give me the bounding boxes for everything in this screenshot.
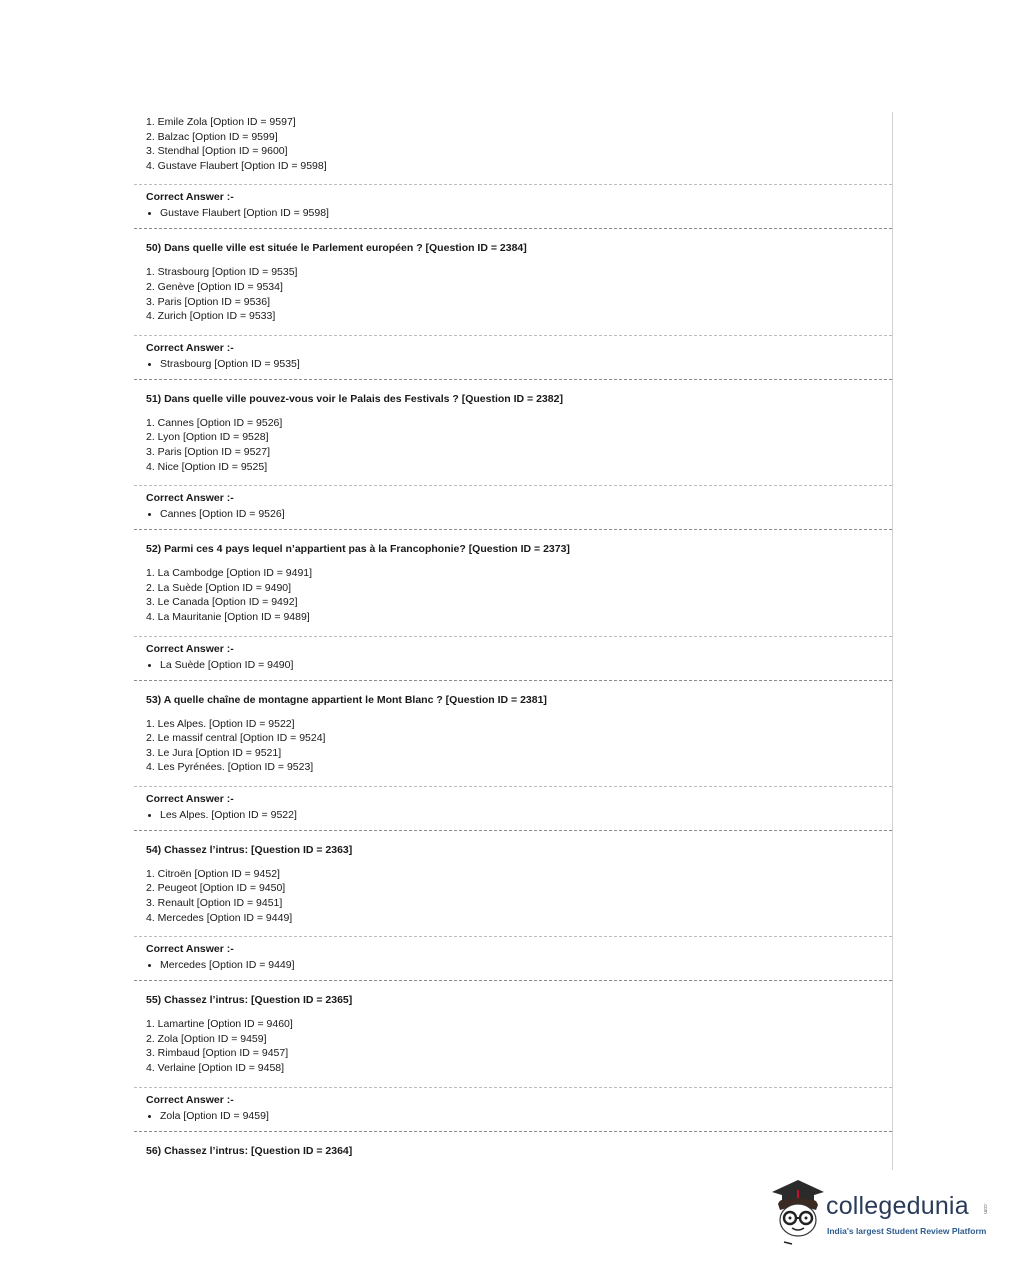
options-list [134, 112, 892, 184]
question-title: 53) A quelle chaîne de montagne appartient le Mont Blanc ? [Question ID = 2381] [146, 693, 547, 706]
correct-answer-label: Correct Answer :- [146, 492, 234, 505]
options-list [134, 1017, 892, 1086]
correct-answer-label: Correct Answer :- [146, 943, 234, 956]
question-block [134, 680, 892, 830]
correct-answer-block [134, 335, 892, 379]
option-item: 4. Zurich [Option ID = 9533] [146, 310, 276, 323]
correct-answer-value: Les Alpes. [Option ID = 9522] [146, 808, 880, 823]
option-item: 1. La Cambodge [Option ID = 9491] [146, 567, 313, 580]
options-list [134, 867, 892, 936]
brand-tld: .com [982, 1203, 988, 1214]
correct-answer-label: Correct Answer :- [146, 341, 234, 354]
option-item: 3. Paris [Option ID = 9536] [146, 295, 271, 308]
option-item: 1. Citroën [Option ID = 9452] [146, 867, 280, 880]
question-block [134, 1131, 892, 1168]
correct-answer-value: Strasbourg [Option ID = 9535] [146, 357, 880, 372]
correct-answer-label: Correct Answer :- [146, 792, 234, 805]
option-item: 4. Nice [Option ID = 9525] [146, 460, 268, 473]
question-block [134, 529, 892, 679]
option-item: 4. Les Pyrénées. [Option ID = 9523] [146, 761, 314, 774]
option-item: 3. Stendhal [Option ID = 9600] [146, 145, 288, 158]
correct-answer-value: Mercedes [Option ID = 9449] [146, 958, 880, 973]
correct-answer-value: Zola [Option ID = 9459] [146, 1109, 880, 1124]
question-title: 52) Parmi ces 4 pays lequel n’appartient pas à la Francophonie? [Question ID = 2373] [146, 543, 570, 556]
option-item: 1. Lamartine [Option ID = 9460] [146, 1018, 293, 1031]
option-item: 4. Gustave Flaubert [Option ID = 9598] [146, 159, 327, 172]
question-title: 51) Dans quelle ville pouvez-vous voir le Palais des Festivals ? [Question ID = 2382] [146, 392, 563, 405]
option-item: 1. Cannes [Option ID = 9526] [146, 416, 283, 429]
brand-name: collegedunia [826, 1192, 969, 1220]
correct-answer-block [134, 485, 892, 529]
correct-answer-block [134, 184, 892, 228]
option-item: 2. Balzac [Option ID = 9599] [146, 130, 278, 143]
question-title: 50) Dans quelle ville est située le Parlement européen ? [Question ID = 2384] [146, 242, 527, 255]
options-list [134, 717, 892, 786]
student-mascot-icon [768, 1178, 828, 1246]
option-item: 3. Le Jura [Option ID = 9521] [146, 746, 282, 759]
question-title: 56) Chassez l’intrus: [Question ID = 2364] [146, 1144, 353, 1157]
option-item: 2. La Suède [Option ID = 9490] [146, 581, 292, 594]
option-item: 3. Rimbaud [Option ID = 9457] [146, 1047, 289, 1060]
correct-answer-value: Cannes [Option ID = 9526] [146, 507, 880, 522]
option-item: 4. Verlaine [Option ID = 9458] [146, 1062, 285, 1075]
collegedunia-logo [768, 1178, 994, 1246]
correct-answer-value: Gustave Flaubert [Option ID = 9598] [146, 206, 880, 221]
correct-answer-block [134, 1087, 892, 1131]
option-item: 1. Les Alpes. [Option ID = 9522] [146, 717, 295, 730]
options-list [134, 416, 892, 485]
correct-answer-block [134, 936, 892, 980]
correct-answer-block [134, 786, 892, 830]
brand-tagline: India's largest Student Review Platform [827, 1226, 987, 1236]
option-item: 3. Paris [Option ID = 9527] [146, 445, 271, 458]
question-block [134, 980, 892, 1130]
option-item: 2. Le massif central [Option ID = 9524] [146, 732, 326, 745]
option-item: 2. Peugeot [Option ID = 9450] [146, 882, 286, 895]
question-paper [134, 112, 893, 1170]
question-title: 55) Chassez l’intrus: [Question ID = 2365] [146, 994, 353, 1007]
question-block [134, 830, 892, 980]
options-list [134, 566, 892, 635]
option-item: 4. Mercedes [Option ID = 9449] [146, 911, 293, 924]
option-item: 4. La Mauritanie [Option ID = 9489] [146, 610, 310, 623]
option-item: 1. Emile Zola [Option ID = 9597] [146, 116, 296, 128]
question-block [134, 228, 892, 378]
options-list [134, 265, 892, 334]
option-item: 2. Lyon [Option ID = 9528] [146, 431, 269, 444]
option-item: 3. Le Canada [Option ID = 9492] [146, 596, 298, 609]
correct-answer-block [134, 636, 892, 680]
question-title: 54) Chassez l’intrus: [Question ID = 2363] [146, 843, 353, 856]
option-item: 1. Strasbourg [Option ID = 9535] [146, 266, 298, 279]
option-item: 2. Genève [Option ID = 9534] [146, 280, 283, 293]
option-item: 2. Zola [Option ID = 9459] [146, 1032, 267, 1045]
correct-answer-value: La Suède [Option ID = 9490] [146, 658, 880, 673]
correct-answer-label: Correct Answer :- [146, 642, 234, 655]
option-item: 3. Renault [Option ID = 9451] [146, 897, 283, 910]
correct-answer-label: Correct Answer :- [146, 191, 234, 204]
correct-answer-label: Correct Answer :- [146, 1093, 234, 1106]
question-block [134, 379, 892, 529]
